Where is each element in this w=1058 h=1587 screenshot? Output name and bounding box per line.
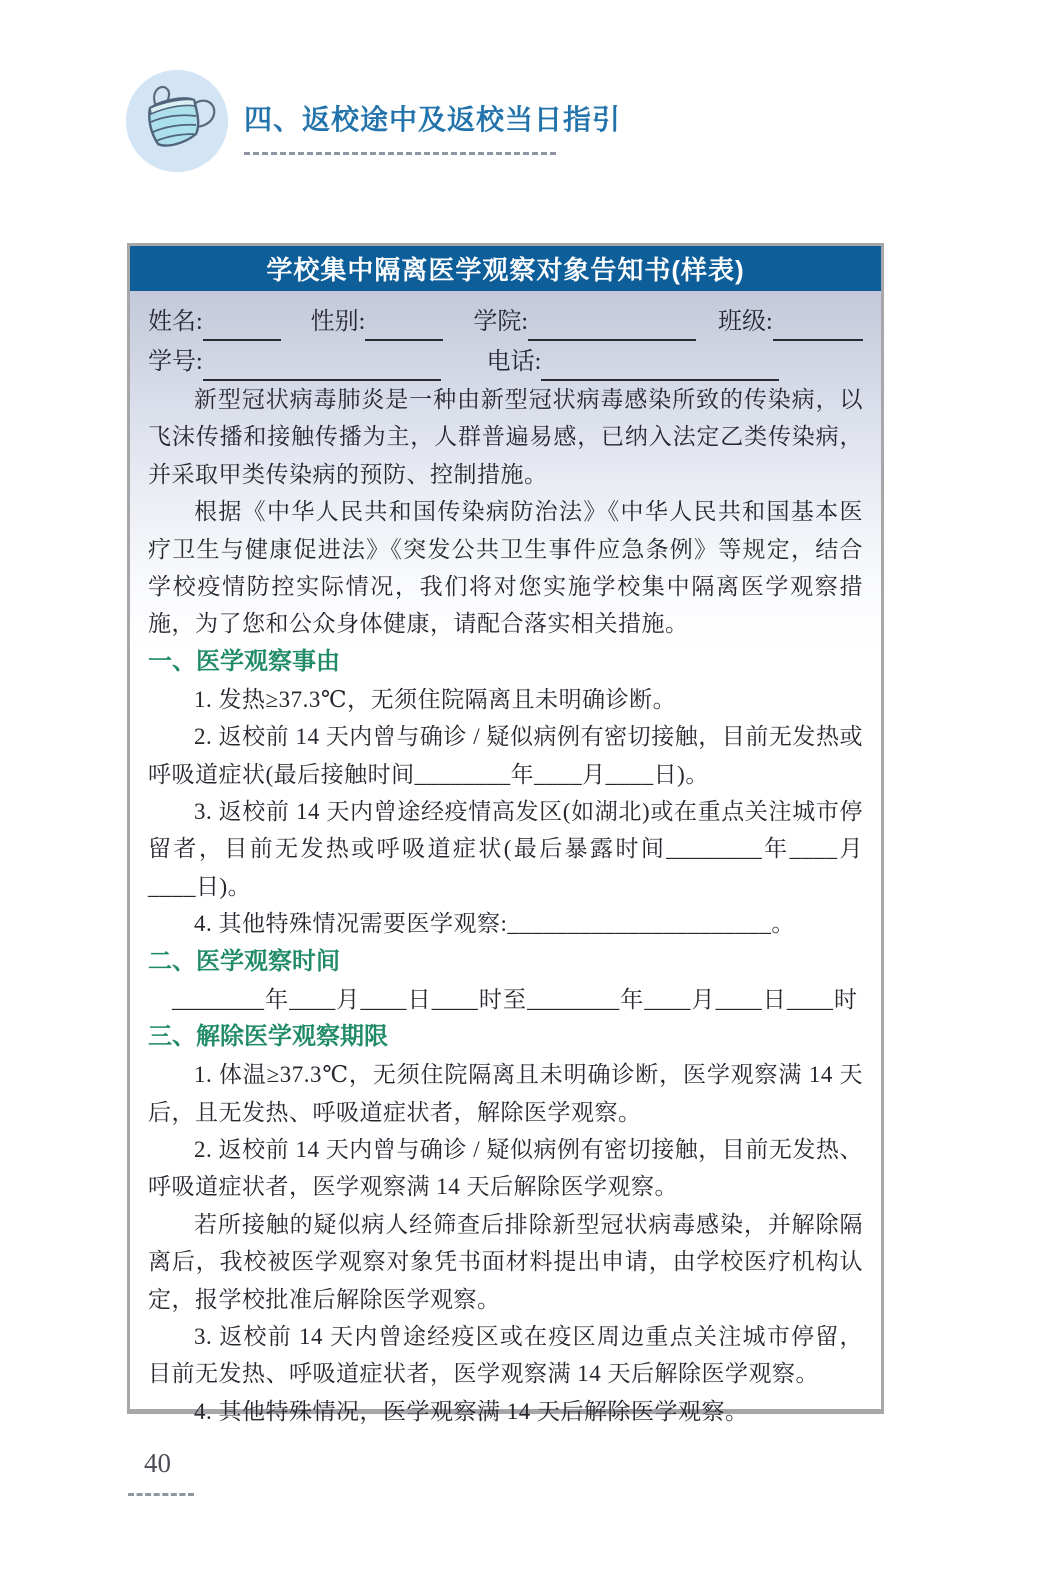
fields-row-2	[148, 341, 863, 381]
reason-item-1: 1. 发热≥37.3℃，无须住院隔离且未明确诊断。	[194, 686, 677, 712]
reason-item-3: 3. 返校前 14 天内曾途经疫情高发区(如湖北)或在重点关注城市停留者，目前无发热或呼吸道症状(最后暴露时间________年____月____日)。	[148, 799, 863, 899]
student-id-label: 学号:	[148, 348, 203, 375]
notice-title-bar	[130, 246, 881, 291]
footer-dashed-rule	[128, 1493, 194, 1496]
page-number: 40	[144, 1448, 171, 1478]
name-blank	[203, 311, 281, 341]
release-item-2-note: 若所接触的疑似病人经筛查后排除新型冠状病毒感染，并解除隔离后，我校被医学观察对象凭书面材料提出申请，由学校医疗机构认定，报学校批准后解除医学观察。	[148, 1211, 863, 1312]
notice-title: 学校集中隔离医学观察对象告知书(样表)	[266, 255, 745, 285]
name-label: 姓名:	[148, 308, 203, 335]
notice-box	[127, 243, 884, 1424]
class-blank	[773, 311, 863, 341]
release-item-1: 1. 体温≥37.3℃，无须住院隔离且未明确诊断，医学观察满 14 天后，且无发热、呼吸道症状者，解除医学观察。	[148, 1062, 863, 1125]
reason-item-4: 4. 其他特殊情况需要医学观察:______________________。	[194, 911, 795, 937]
release-item-4: 4. 其他特殊情况，医学观察满 14 天后解除医学观察。	[194, 1398, 749, 1424]
observation-time-blanks: ________年____月____日____时至________年____月____日____时	[172, 986, 857, 1012]
section-heading-release-terms: 三、解除医学观察期限	[148, 1023, 388, 1051]
section-heading-observation-reason: 一、医学观察事由	[148, 647, 340, 675]
face-mask-icon	[126, 70, 228, 172]
gender-blank	[365, 311, 443, 341]
student-id-blank	[203, 351, 441, 381]
college-label: 学院:	[473, 308, 529, 335]
notice-body	[130, 291, 881, 1424]
chapter-title-wrap	[244, 88, 621, 155]
fields-row-1	[148, 301, 863, 341]
page-footer	[128, 1448, 194, 1496]
phone-label: 电话:	[486, 348, 542, 375]
mask-badge	[126, 70, 228, 172]
paragraph-legal-basis: 根据《中华人民共和国传染病防治法》《中华人民共和国基本医疗卫生与健康促进法》《突发公共卫生事件应急条例》等规定，结合学校疫情防控实际情况，我们将对您实施学校集中隔离医学观察措施，为了您和公众身体健康，请配合落实相关措施。	[148, 499, 863, 637]
release-item-2: 2. 返校前 14 天内曾与确诊 / 疑似病例有密切接触，目前无发热、呼吸道症状者，医学观察满 14 天后解除医学观察。	[148, 1136, 863, 1200]
chapter-title: 四、返校途中及返校当日指引	[244, 103, 622, 135]
college-blank	[528, 311, 696, 341]
section-heading-observation-time: 二、医学观察时间	[148, 947, 340, 975]
phone-blank	[541, 351, 779, 381]
reason-item-2: 2. 返校前 14 天内曾与确诊 / 疑似病例有密切接触，目前无发热或呼吸道症状(最后接触时间________年____月____日)。	[148, 724, 863, 787]
class-label: 班级:	[718, 308, 773, 335]
release-item-3: 3. 返校前 14 天内曾途经疫区或在疫区周边重点关注城市停留，目前无发热、呼吸道症状者，医学观察满 14 天后解除医学观察。	[148, 1323, 863, 1387]
chapter-header	[126, 70, 621, 172]
gender-label: 性别:	[310, 308, 366, 335]
chapter-dashed-rule	[244, 152, 556, 155]
paragraph-covid-intro: 新型冠状病毒肺炎是一种由新型冠状病毒感染所致的传染病，以飞沫传播和接触传播为主，人群普遍易感，已纳入法定乙类传染病，并采取甲类传染病的预防、控制措施。	[148, 387, 863, 487]
